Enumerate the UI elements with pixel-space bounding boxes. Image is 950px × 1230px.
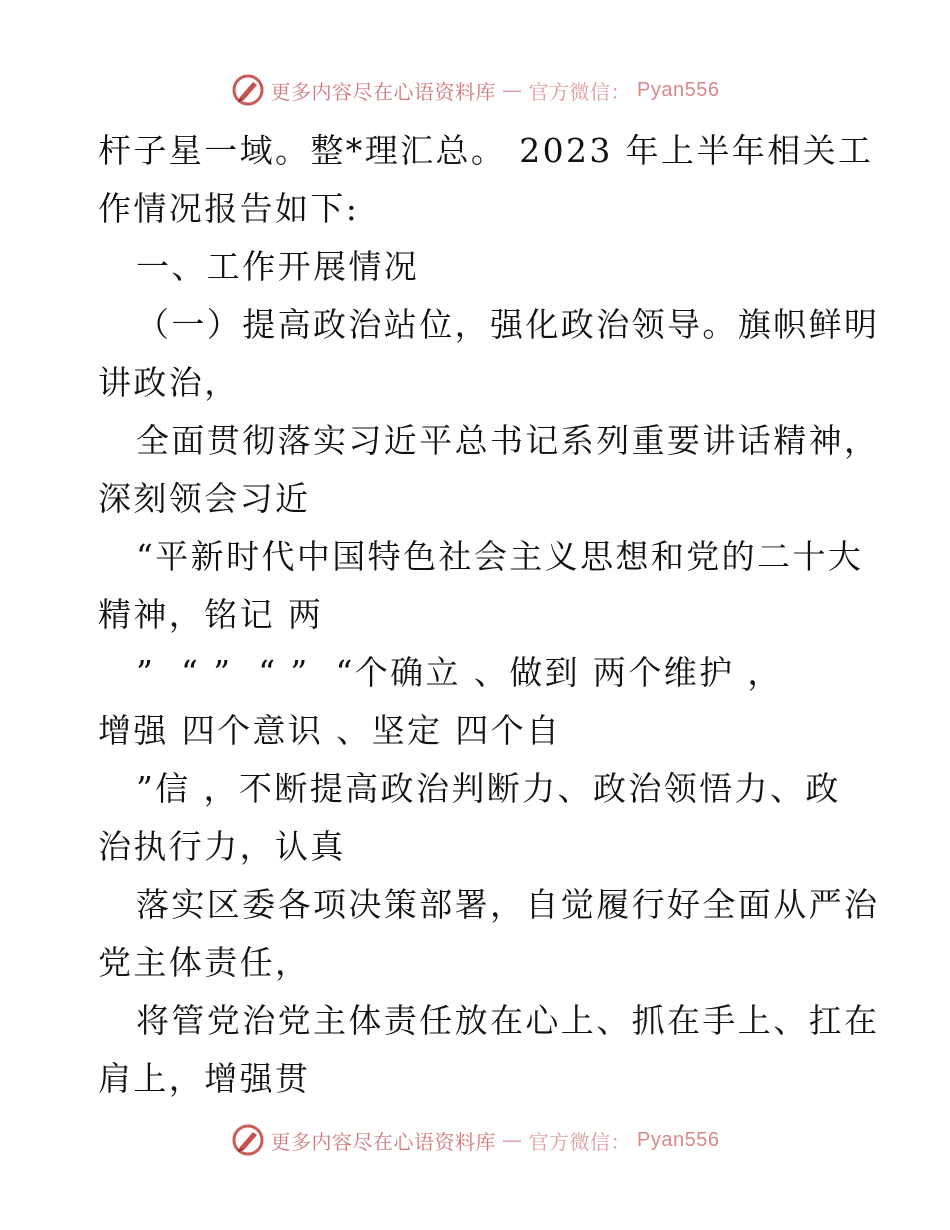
watermark-label: 官方微信： [528, 79, 632, 104]
section-heading: 一、工作开展情况 [136, 247, 420, 286]
body-line-6: 全面贯彻落实习近平总书记系列重要讲话精神， [136, 421, 880, 460]
body-line-14: 落实区委各项决策部署，自觉履行好全面从严治 [136, 885, 880, 924]
body-line-8: “平新时代中国特色社会主义思想和党的二十大 [136, 537, 864, 576]
watermark-separator: — [502, 78, 523, 102]
body-line-17: 肩上，增强贯 [98, 1059, 311, 1098]
watermark-text: 更多内容尽在心语资料库 [270, 79, 497, 104]
pen-seal-icon [231, 1123, 265, 1157]
pen-seal-icon [231, 73, 265, 107]
body-line-9: 精神，铭记 两 [98, 595, 324, 634]
subsection-heading: （一）提高政治站位，强化政治领导。旗帜鲜明 [136, 305, 880, 344]
body-line-5: 讲政治， [98, 363, 240, 402]
body-line-10: ” “ ” “ ” “个确立 、做到 两个维护 ， [136, 653, 783, 692]
watermark-handle: Pyan556 [637, 78, 720, 101]
body-line-13: 治执行力，认真 [98, 827, 346, 866]
footer-watermark [0, 1120, 950, 1160]
watermark-separator: — [502, 1128, 523, 1152]
body-line-15: 党主体责任， [98, 943, 311, 982]
watermark-handle: Pyan556 [637, 1128, 720, 1151]
header-watermark [0, 70, 950, 110]
document-body [98, 122, 880, 1108]
body-line-2: 作情况报告如下: [98, 189, 360, 228]
watermark-text: 更多内容尽在心语资料库 [270, 1129, 497, 1154]
body-line-1: 杆子星一域。整*理汇总。 2023 年上半年相关工 [98, 131, 874, 170]
body-line-7: 深刻领会习近 [98, 479, 311, 518]
watermark-label: 官方微信： [528, 1129, 632, 1154]
body-line-11: 增强 四个意识 、坚定 四个自 [98, 711, 562, 750]
body-line-12: ”信 ，不断提高政治判断力、政治领悟力、政 [136, 769, 841, 808]
body-line-16: 将管党治党主体责任放在心上、抓在手上、扛在 [136, 1001, 880, 1040]
